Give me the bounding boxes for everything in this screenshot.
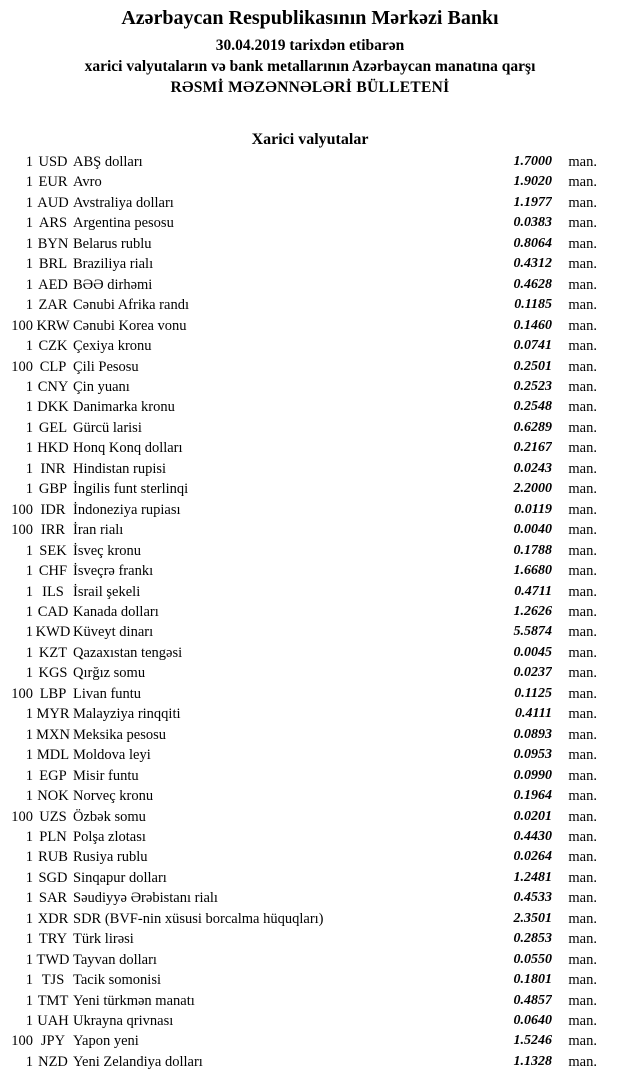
currency-name-cell: Danimarka kronu [73,399,175,416]
rate-row [10,397,597,417]
doc-header [0,0,620,96]
currency-name-cell: Çin yuanı [73,378,130,395]
unit-cell: man. [568,665,597,682]
rate-row [10,643,597,663]
quantity-cell: 1 [25,378,33,395]
unit-cell: man. [568,563,597,580]
rate-value-cell: 2.3501 [513,910,552,926]
currency-code-cell: KRW [36,317,70,334]
rate-value-cell: 0.0119 [514,501,552,517]
rate-row [10,827,597,847]
scope-line: xarici valyutaların və bank metallarının Azərbaycan manatına qarşı [84,58,536,75]
unit-cell: man. [568,542,597,559]
quantity-cell: 1 [25,174,33,191]
currency-name-cell: Cənubi Korea vonu [73,317,187,334]
currency-code-cell: EGP [39,767,67,784]
rate-row [10,152,597,172]
rate-value-cell: 1.5246 [513,1033,552,1049]
currency-name-cell: Ukrayna qrivnası [73,1013,174,1030]
currency-name-cell: Çili Pesosu [73,358,139,375]
rate-value-cell: 0.0201 [513,808,552,824]
rate-value-cell: 0.1185 [514,297,552,313]
unit-cell: man. [568,338,597,355]
quantity-cell: 1 [25,931,33,948]
quantity-cell: 1 [25,276,33,293]
rate-value-cell: 0.4312 [513,256,552,272]
unit-cell: man. [568,256,597,273]
rate-row [10,582,597,602]
unit-cell: man. [568,154,597,170]
currency-name-cell: Hindistan rupisi [73,460,167,477]
quantity-cell: 1 [25,215,33,232]
rate-value-cell: 0.1460 [513,317,552,333]
rate-row [10,234,597,254]
rate-value-cell: 0.1801 [513,972,552,988]
currency-code-cell: TJS [41,972,65,989]
unit-cell: man. [568,174,597,191]
currency-code-cell: ILS [42,583,64,600]
currency-code-cell: SAR [38,890,68,907]
currency-name-cell: İndoneziya rupiası [73,501,181,518]
rate-row [10,479,597,499]
quantity-cell: 1 [25,440,33,457]
unit-cell: man. [568,726,597,743]
currency-code-cell: KWD [35,624,71,641]
currency-name-cell: Livan funtu [73,685,142,702]
rate-row [10,1031,597,1051]
rate-row [10,357,597,377]
currency-name-cell: Avstraliya dolları [73,194,174,211]
currency-code-cell: KZT [38,644,68,661]
currency-name-cell: Türk lirəsi [73,931,134,948]
currency-code-cell: ARS [38,215,68,232]
currency-code-cell: CHF [38,563,68,580]
currency-name-cell: Cənubi Afrika randı [73,297,189,314]
currency-name-cell: Norveç kronu [73,788,154,805]
unit-cell: man. [568,297,597,314]
currency-name-cell: Sinqapur dolları [73,869,167,886]
currency-code-cell: CZK [38,338,68,355]
rate-row [10,561,597,581]
quantity-cell: 1 [25,256,33,273]
rate-value-cell: 0.0953 [513,747,552,763]
rate-row [10,438,597,458]
unit-cell: man. [568,501,597,518]
rate-row [10,970,597,990]
currency-name-cell: Misir funtu [73,767,139,784]
quantity-cell: 1 [25,419,33,436]
rate-row [10,213,597,233]
rate-value-cell: 1.2626 [513,603,552,619]
quantity-cell: 1 [25,726,33,743]
rate-row [10,684,597,704]
rate-row [10,254,597,274]
quantity-cell: 1 [25,767,33,784]
currency-code-cell: PLN [39,828,67,845]
currency-name-cell: Honq Konq dolları [73,440,183,457]
rate-row [10,316,597,336]
rate-value-cell: 0.1788 [513,542,552,558]
rate-row [10,847,597,867]
rate-value-cell: 0.4111 [515,706,552,722]
bank-title: Azərbaycan Respublikasının Mərkəzi Bankı [121,7,499,29]
rate-value-cell: 1.2481 [513,869,552,885]
currency-name-cell: Moldova leyi [73,747,151,764]
unit-cell: man. [568,522,597,539]
currency-name-cell: İsveç kronu [73,542,142,559]
rate-value-cell: 0.2523 [513,378,552,394]
rate-value-cell: 0.0045 [513,644,552,660]
unit-cell: man. [568,1013,597,1030]
currency-code-cell: SEK [39,542,67,559]
rate-value-cell: 1.9020 [513,174,552,190]
currency-code-cell: XDR [37,910,69,927]
rate-row [10,275,597,295]
currency-code-cell: UAH [37,1013,69,1030]
rate-value-cell: 0.4857 [513,992,552,1008]
currency-name-cell: Özbək somu [73,808,146,825]
currency-name-cell: Kanada dolları [73,603,159,620]
currency-code-cell: HKD [37,440,69,457]
rate-value-cell: 1.7000 [513,154,552,169]
rate-row [10,786,597,806]
rate-row [10,725,597,745]
unit-cell: man. [568,890,597,907]
quantity-cell: 1 [25,1053,33,1070]
rate-value-cell: 0.0237 [513,665,552,681]
rate-value-cell: 0.6289 [513,419,552,435]
currency-name-cell: Yeni Zelandiya dolları [73,1053,203,1070]
quantity-cell: 1 [25,788,33,805]
rate-value-cell: 0.8064 [513,235,552,251]
currency-name-cell: Yapon yeni [73,1033,139,1050]
unit-cell: man. [568,235,597,252]
rate-value-cell: 0.2167 [513,440,552,456]
rate-row [10,766,597,786]
quantity-cell: 1 [25,194,33,211]
rate-value-cell: 0.2501 [513,358,552,374]
unit-cell: man. [568,828,597,845]
unit-cell: man. [568,603,597,620]
rate-row [10,622,597,642]
rate-value-cell: 0.1125 [514,685,552,701]
currency-name-cell: Rusiya rublu [73,849,148,866]
currency-code-cell: ZAR [38,297,68,314]
currency-code-cell: JPY [40,1033,66,1050]
section-title-foreign-currencies: Xarici valyutalar [251,131,369,148]
currency-name-cell: BƏƏ dirhəmi [73,276,153,293]
bulletin-title-line: RƏSMİ MƏZƏNNƏLƏRİ BÜLLETENİ [170,79,450,96]
quantity-cell: 1 [25,849,33,866]
quantity-cell: 1 [25,1013,33,1030]
quantity-cell: 1 [25,624,33,641]
currency-name-cell: Polşa zlotası [73,828,146,845]
quantity-cell: 1 [25,644,33,661]
currency-name-cell: Küveyt dinarı [73,624,154,641]
quantity-cell: 100 [11,501,33,518]
unit-cell: man. [568,481,597,498]
currency-name-cell: ABŞ dolları [73,154,143,170]
rate-value-cell: 0.2548 [513,399,552,415]
unit-cell: man. [568,972,597,989]
quantity-cell: 100 [11,317,33,334]
unit-cell: man. [568,419,597,436]
quantity-cell: 100 [11,808,33,825]
quantity-cell: 1 [25,603,33,620]
currency-name-cell: Belarus rublu [73,235,152,252]
unit-cell: man. [568,808,597,825]
rate-value-cell: 0.0893 [513,726,552,742]
effective-date-line: 30.04.2019 tarixdən etibarən [215,37,405,54]
currency-name-cell: Çexiya kronu [73,338,152,355]
rate-row [10,663,597,683]
currency-code-cell: DKK [37,399,69,416]
rate-row [10,295,597,315]
quantity-cell: 1 [25,890,33,907]
rate-row [10,602,597,622]
currency-code-cell: LBP [39,685,67,702]
quantity-cell: 1 [25,154,33,170]
currency-code-cell: CLP [39,358,67,375]
rate-row [10,500,597,520]
currency-code-cell: AUD [37,194,69,211]
rate-value-cell: 0.4533 [513,890,552,906]
quantity-cell: 1 [25,563,33,580]
rate-value-cell: 5.5874 [513,624,552,640]
unit-cell: man. [568,644,597,661]
rate-row [10,336,597,356]
currency-name-cell: Meksika pesosu [73,726,167,743]
currency-code-cell: EUR [38,174,68,191]
rate-row [10,909,597,929]
rate-value-cell: 0.0550 [513,951,552,967]
rate-value-cell: 0.0243 [513,460,552,476]
currency-code-cell: BYN [37,235,69,252]
unit-cell: man. [568,910,597,927]
unit-cell: man. [568,869,597,886]
unit-cell: man. [568,849,597,866]
rate-row [10,950,597,970]
rate-row [10,807,597,827]
rate-row [10,704,597,724]
unit-cell: man. [568,1053,597,1070]
currency-code-cell: NOK [37,788,69,805]
rate-row [10,541,597,561]
currency-code-cell: MYR [36,706,70,723]
quantity-cell: 1 [25,297,33,314]
rate-value-cell: 0.4430 [513,828,552,844]
currency-code-cell: SGD [38,869,68,886]
currency-name-cell: İngilis funt sterlinqi [73,481,189,498]
rate-row [10,888,597,908]
quantity-cell: 1 [25,992,33,1009]
currency-code-cell: CAD [37,603,69,620]
currency-name-cell: Yeni türkmən manatı [73,992,195,1009]
quantity-cell: 1 [25,910,33,927]
currency-code-cell: KGS [38,665,68,682]
unit-cell: man. [568,624,597,641]
unit-cell: man. [568,931,597,948]
unit-cell: man. [568,747,597,764]
currency-code-cell: AED [38,276,68,293]
rate-row [10,193,597,213]
quantity-cell: 1 [25,235,33,252]
exchange-rates-table [10,152,597,1072]
currency-code-cell: RUB [38,849,68,866]
rate-row [10,172,597,192]
quantity-cell: 1 [25,747,33,764]
currency-code-cell: TWD [36,951,70,968]
currency-code-cell: NZD [38,1053,68,1070]
currency-name-cell: Argentina pesosu [73,215,174,232]
rate-value-cell: 0.1964 [513,788,552,804]
rate-row [10,377,597,397]
rate-row [10,868,597,888]
quantity-cell: 100 [11,522,33,539]
unit-cell: man. [568,215,597,232]
currency-name-cell: Qırğız somu [73,665,146,682]
quantity-cell: 1 [25,460,33,477]
quantity-cell: 100 [11,1033,33,1050]
rate-row [10,1052,597,1072]
unit-cell: man. [568,1033,597,1050]
currency-code-cell: CNY [37,378,69,395]
currency-code-cell: INR [40,460,66,477]
rate-value-cell: 0.0990 [513,767,552,783]
rate-value-cell: 0.4628 [513,276,552,292]
currency-code-cell: GEL [38,419,68,436]
currency-name-cell: Braziliya rialı [73,256,154,273]
quantity-cell: 1 [25,338,33,355]
unit-cell: man. [568,583,597,600]
quantity-cell: 1 [25,951,33,968]
currency-name-cell: Qazaxıstan tengəsi [73,644,183,661]
unit-cell: man. [568,460,597,477]
quantity-cell: 1 [25,869,33,886]
unit-cell: man. [568,951,597,968]
currency-name-cell: Gürcü larisi [73,419,142,436]
rate-row [10,418,597,438]
unit-cell: man. [568,440,597,457]
unit-cell: man. [568,788,597,805]
currency-name-cell: Avro [73,174,102,191]
quantity-cell: 1 [25,706,33,723]
rate-value-cell: 0.2853 [513,931,552,947]
quantity-cell: 100 [11,358,33,375]
unit-cell: man. [568,378,597,395]
rate-row [10,520,597,540]
unit-cell: man. [568,399,597,416]
rate-row [10,459,597,479]
quantity-cell: 1 [25,665,33,682]
rate-value-cell: 0.0383 [513,215,552,231]
currency-name-cell: İsveçrə frankı [73,563,154,580]
rate-row [10,991,597,1011]
unit-cell: man. [568,358,597,375]
currency-code-cell: MDL [36,747,70,764]
quantity-cell: 1 [25,828,33,845]
unit-cell: man. [568,317,597,334]
unit-cell: man. [568,992,597,1009]
currency-code-cell: IDR [40,501,66,518]
rate-value-cell: 0.0741 [513,338,552,354]
unit-cell: man. [568,194,597,211]
currency-name-cell: Tayvan dolları [73,951,157,968]
rate-row [10,929,597,949]
unit-cell: man. [568,767,597,784]
quantity-cell: 1 [25,481,33,498]
rate-value-cell: 0.0264 [513,849,552,865]
rate-value-cell: 0.0640 [513,1013,552,1029]
currency-code-cell: TMT [37,992,69,1009]
rate-value-cell: 1.6680 [513,563,552,579]
rate-value-cell: 2.2000 [513,481,552,497]
unit-cell: man. [568,276,597,293]
rate-row [10,745,597,765]
quantity-cell: 100 [11,685,33,702]
quantity-cell: 1 [25,542,33,559]
currency-code-cell: IRR [40,522,66,539]
rate-value-cell: 1.1328 [513,1053,552,1069]
unit-cell: man. [568,685,597,702]
currency-name-cell: Malayziya rinqqiti [73,706,181,723]
currency-code-cell: MXN [36,726,70,743]
quantity-cell: 1 [25,583,33,600]
unit-cell: man. [568,706,597,723]
rate-value-cell: 1.1977 [513,194,552,210]
currency-code-cell: USD [38,154,68,170]
currency-name-cell: Tacik somonisi [73,972,161,989]
quantity-cell: 1 [25,399,33,416]
exchange-rates-table-body [10,152,597,1072]
currency-name-cell: SDR (BVF-nin xüsusi borcalma hüquqları) [73,910,324,927]
rate-row [10,1011,597,1031]
currency-name-cell: İran rialı [73,522,124,539]
rate-value-cell: 0.4711 [514,583,552,599]
currency-code-cell: TRY [38,931,68,948]
quantity-cell: 1 [25,972,33,989]
rate-value-cell: 0.0040 [513,522,552,538]
currency-name-cell: Səudiyyə Ərəbistanı rialı [73,890,218,907]
currency-code-cell: BRL [38,256,68,273]
currency-code-cell: GBP [38,481,68,498]
currency-code-cell: UZS [39,808,67,825]
currency-name-cell: İsrail şekeli [73,583,141,600]
